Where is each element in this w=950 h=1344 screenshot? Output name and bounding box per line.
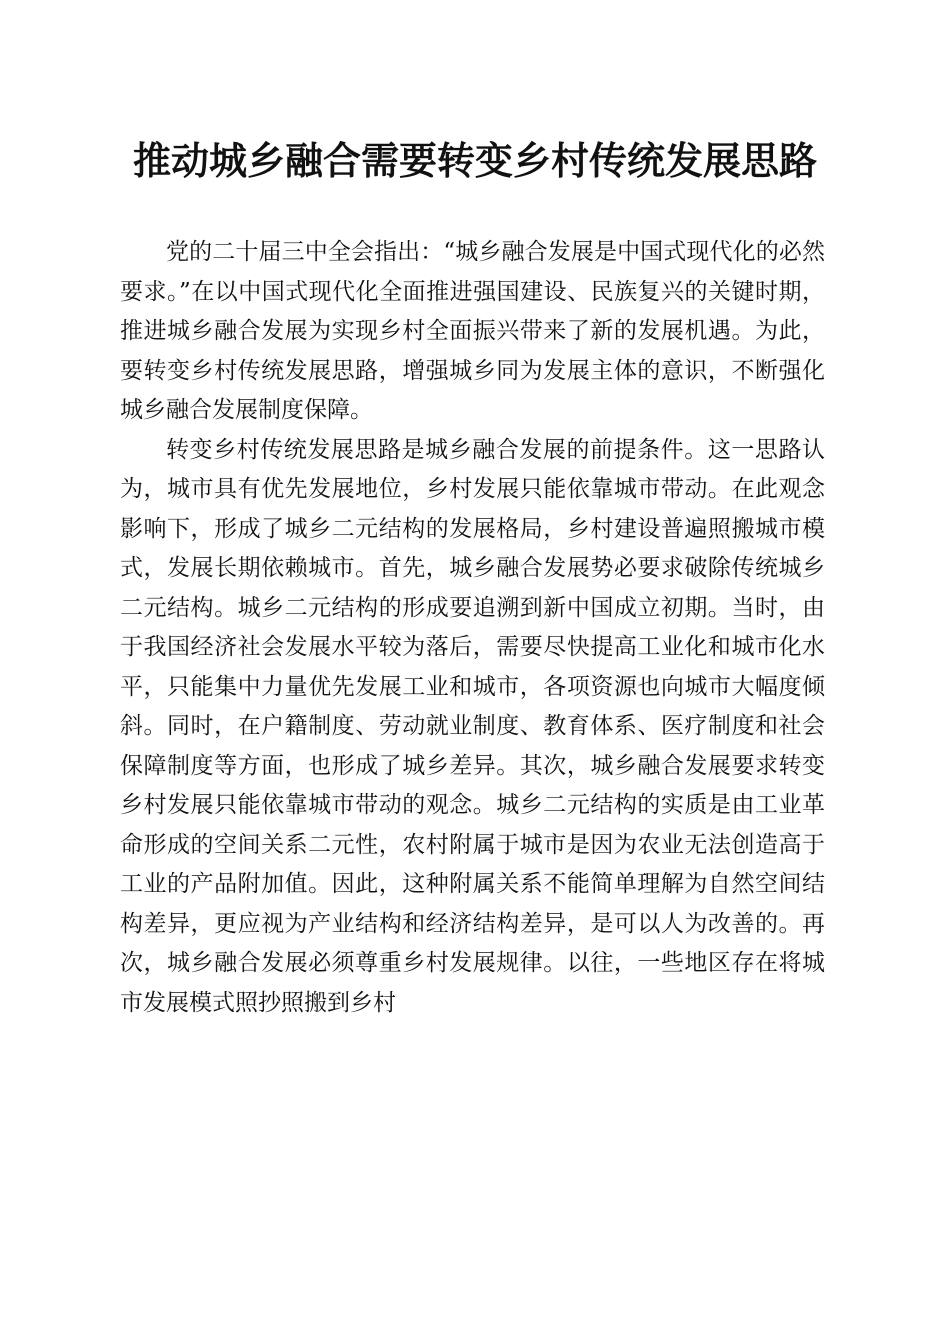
paragraph-1: 党的二十届三中全会指出：“城乡融合发展是中国式现代化的必然要求。”在以中国式现代化全面推进强国建设、民族复兴的关键时期，推进城乡融合发展为实现乡村全面振兴带来了新的发展机遇。为此，要转变乡村传统发展思路，增强城乡同为发展主体的意识，不断强化城乡融合发展制度保障。	[120, 239, 825, 423]
document-body	[120, 233, 825, 1023]
document-title: 推动城乡融合需要转变乡村传统发展思路	[132, 138, 817, 183]
paragraph-2: 转变乡村传统发展思路是城乡融合发展的前提条件。这一思路认为，城市具有优先发展地位，乡村发展只能依靠城市带动。在此观念影响下，形成了城乡二元结构的发展格局，乡村建设普遍照搬城市模式，发展长期依赖城市。首先，城乡融合发展势必要求破除传统城乡二元结构。城乡二元结构的形成要追溯到新中国成立初期。当时，由于我国经济社会发展水平较为落后，需要尽快提高工业化和城市化水平，只能集中力量优先发展工业和城市，各项资源也向城市大幅度倾斜。同时，在户籍制度、劳动就业制度、教育体系、医疗制度和社会保障制度等方面，也形成了城乡差异。其次，城乡融合发展要求转变乡村发展只能依靠城市带动的观念。城乡二元结构的实质是由工业革命形成的空间关系二元性，农村附属于城市是因为农业无法创造高于工业的产品附加值。因此，这种附属关系不能简单理解为自然空间结构差异，更应视为产业结构和经济结构差异，是可以人为改善的。再次，城乡融合发展必须尊重乡村发展规律。以往，一些地区存在将城市发展模式照抄照搬到乡村	[120, 436, 825, 1016]
